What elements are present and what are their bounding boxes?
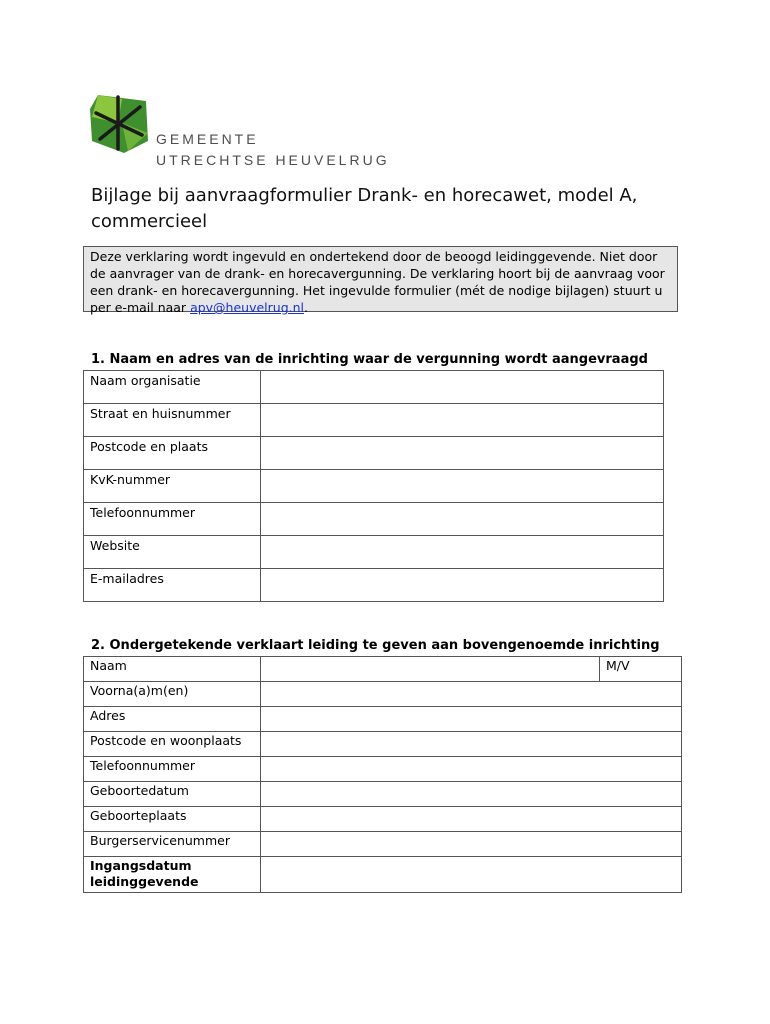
field-input[interactable] — [261, 832, 682, 857]
field-input[interactable] — [261, 707, 682, 732]
field-input[interactable] — [261, 782, 682, 807]
table-row — [84, 682, 682, 707]
field-input[interactable] — [261, 807, 682, 832]
logo-text-line1: GEMEENTE — [156, 131, 259, 147]
field-label: Naam — [84, 657, 261, 682]
gender-field[interactable]: M/V — [600, 657, 682, 682]
field-label: Burgerservicenummer — [84, 832, 261, 857]
email-link[interactable]: apv@heuvelrug.nl — [190, 300, 305, 315]
notice-suffix: . — [304, 300, 308, 315]
field-label: Adres — [84, 707, 261, 732]
table-row — [84, 437, 664, 470]
field-label: Naam organisatie — [84, 371, 261, 404]
field-label: Postcode en plaats — [84, 437, 261, 470]
table-row — [84, 470, 664, 503]
field-input[interactable] — [261, 657, 600, 682]
table-row — [84, 807, 682, 832]
table-row — [84, 782, 682, 807]
section2-heading: 2. Ondergetekende verklaart leiding te geven aan bovengenoemde inrichting — [91, 638, 660, 653]
field-label: Straat en huisnummer — [84, 404, 261, 437]
field-input[interactable] — [261, 536, 664, 569]
field-label: E-mailadres — [84, 569, 261, 602]
table-row — [84, 657, 682, 682]
field-label: Postcode en woonplaats — [84, 732, 261, 757]
field-input[interactable] — [261, 503, 664, 536]
table-row — [84, 404, 664, 437]
field-input[interactable] — [261, 470, 664, 503]
manager-table — [83, 656, 682, 893]
establishment-table — [83, 370, 664, 602]
table-row — [84, 832, 682, 857]
table-row — [84, 707, 682, 732]
field-input[interactable] — [261, 857, 682, 893]
table-row — [84, 757, 682, 782]
municipality-logo — [88, 93, 390, 173]
field-label: Voorna(a)m(en) — [84, 682, 261, 707]
field-label: Website — [84, 536, 261, 569]
field-label: Telefoonnummer — [84, 757, 261, 782]
field-label: KvK-nummer — [84, 470, 261, 503]
field-input[interactable] — [261, 404, 664, 437]
table-row — [84, 732, 682, 757]
section1-heading: 1. Naam en adres van de inrichting waar de vergunning wordt aangevraagd — [91, 352, 648, 367]
notice-box — [83, 246, 678, 315]
notice-text: Deze verklaring wordt ingevuld en ondertekend door de beoogd leidinggevende. Niet door de aanvrager van de drank- en horecavergunning. De verklaring hoort bij de aanvraag voor een drank- en horecavergunning. Het ingevulde formulier (mét de nodige bijlagen) stuurt u per e-mail naar — [90, 249, 665, 315]
table-row — [84, 371, 664, 404]
table-row — [84, 503, 664, 536]
field-input[interactable] — [261, 757, 682, 782]
table-row — [84, 536, 664, 569]
field-label: Telefoonnummer — [84, 503, 261, 536]
field-input[interactable] — [261, 682, 682, 707]
field-input[interactable] — [261, 569, 664, 602]
field-input[interactable] — [261, 371, 664, 404]
document-title: Bijlage bij aanvraagformulier Drank- en horecawet, model A, commercieel — [91, 185, 638, 232]
field-input[interactable] — [261, 732, 682, 757]
logo-emblem-icon — [88, 93, 152, 155]
field-label: Geboortedatum — [84, 782, 261, 807]
table-row — [84, 857, 682, 893]
field-label: Geboorteplaats — [84, 807, 261, 832]
logo-text-line2: UTRECHTSE HEUVELRUG — [156, 152, 390, 168]
table-row — [84, 569, 664, 602]
field-input[interactable] — [261, 437, 664, 470]
field-label: Ingangsdatum leidinggevende — [84, 857, 261, 893]
